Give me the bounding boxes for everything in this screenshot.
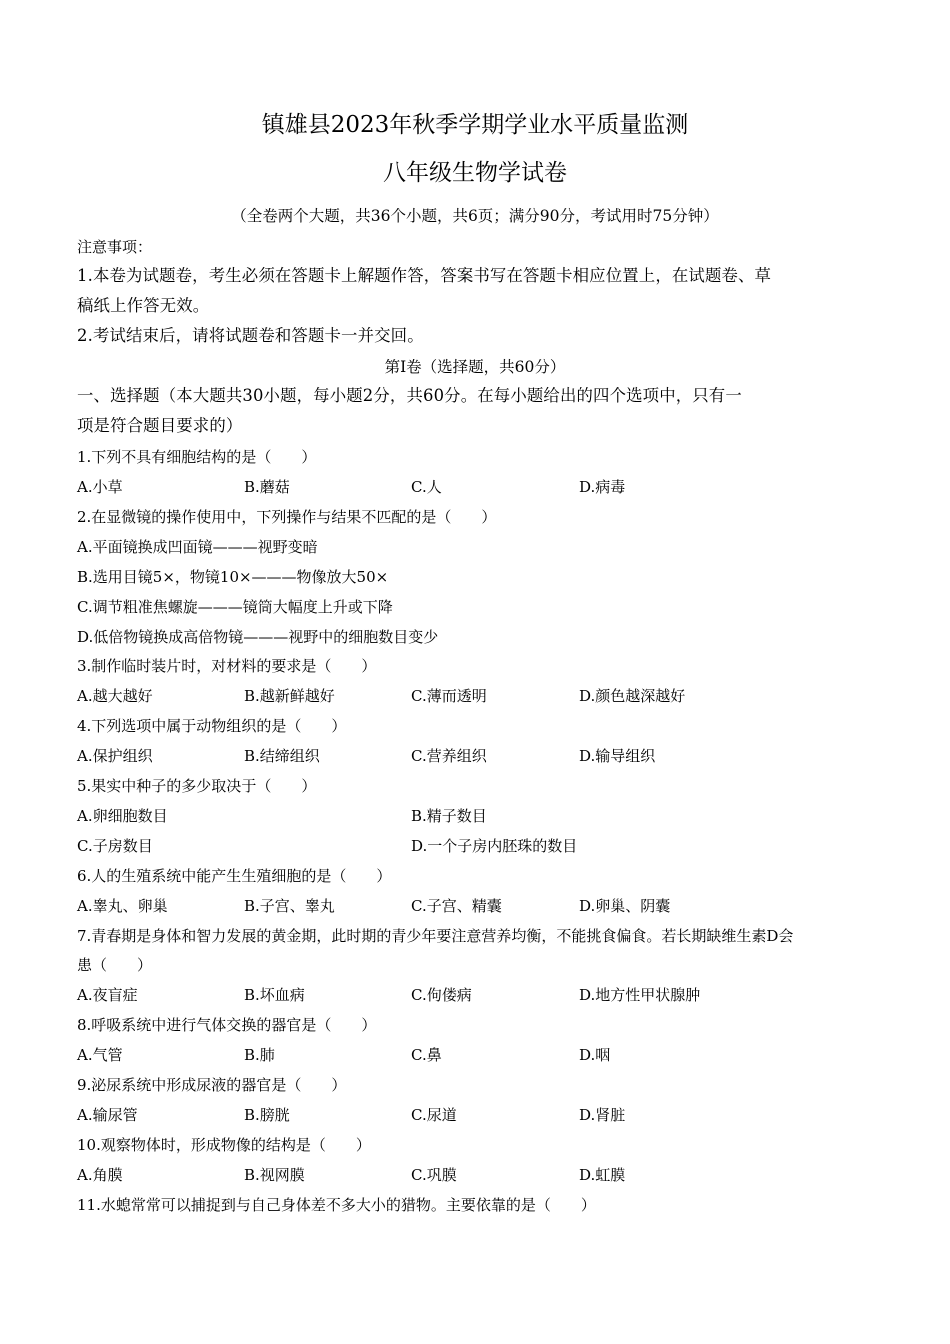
option-c: C.鼻 — [411, 1046, 442, 1064]
option-c: C.尿道 — [411, 1106, 457, 1124]
option-d: D.卵巢、阴囊 — [579, 897, 671, 915]
exam-title: 镇雄县2023年秋季学期学业水平质量监测 — [261, 112, 689, 138]
option-b: B.结缔组织 — [244, 747, 320, 765]
option-d: D.地方性甲状腺肿 — [579, 986, 701, 1004]
option-b: B.肺 — [244, 1046, 275, 1064]
question-stem: 10.观察物体时，形成物像的结构是（ ） — [77, 1136, 371, 1154]
option-a: A.平面镜换成凹面镜———视野变暗 — [77, 538, 318, 556]
question-stem: 4.下列选项中属于动物组织的是（ ） — [77, 717, 347, 735]
option-c: C.子宫、精囊 — [411, 897, 502, 915]
option-c: C.佝偻病 — [411, 986, 472, 1004]
option-b: B.精子数目 — [411, 807, 487, 825]
question-stem: 7.青春期是身体和智力发展的黄金期，此时期的青少年要注意营养均衡，不能挑食偏食。若长期缺维生素D会 — [77, 927, 794, 945]
option-a: A.越大越好 — [77, 687, 153, 705]
section-instruction-cont: 项是符合题目要求的） — [77, 416, 243, 435]
question-stem-cont: 患（ ） — [77, 956, 153, 974]
option-b: B.视网膜 — [244, 1166, 305, 1184]
option-c: C.巩膜 — [411, 1166, 457, 1184]
question-stem: 2.在显微镜的操作使用中，下列操作与结果不匹配的是（ ） — [77, 508, 497, 526]
option-d: D.虹膜 — [579, 1166, 626, 1184]
option-a: A.卵细胞数目 — [77, 807, 168, 825]
exam-info: （全卷两个大题，共36个小题，共6页；满分90分，考试用时75分钟） — [231, 207, 719, 225]
option-c: C.调节粗准焦螺旋———镜筒大幅度上升或下降 — [77, 598, 393, 616]
question-stem: 9.泌尿系统中形成尿液的器官是（ ） — [77, 1076, 347, 1094]
section-title: 第Ⅰ卷（选择题，共60分） — [384, 358, 566, 376]
question-stem: 5.果实中种子的多少取决于（ ） — [77, 777, 317, 795]
question-stem: 3.制作临时装片时，对材料的要求是（ ） — [77, 657, 377, 675]
option-b: B.膀胱 — [244, 1106, 290, 1124]
option-a: A.睾丸、卵巢 — [77, 897, 168, 915]
option-b: B.选用目镜5×，物镜10×———物像放大50× — [77, 568, 389, 586]
option-b: B.越新鲜越好 — [244, 687, 335, 705]
option-d: D.病毒 — [579, 478, 626, 496]
option-b: B.蘑菇 — [244, 478, 290, 496]
option-d: D.输导组织 — [579, 747, 656, 765]
option-a: A.角膜 — [77, 1166, 123, 1184]
option-c: C.薄而透明 — [411, 687, 487, 705]
option-d: D.颜色越深越好 — [579, 687, 686, 705]
option-b: B.子宫、睾丸 — [244, 897, 335, 915]
option-d: D.低倍物镜换成高倍物镜———视野中的细胞数目变少 — [77, 628, 439, 646]
option-a: A.气管 — [77, 1046, 123, 1064]
option-a: A.夜盲症 — [77, 986, 138, 1004]
question-stem: 1.下列不具有细胞结构的是（ ） — [77, 448, 317, 466]
section-instruction: 一、选择题（本大题共30小题，每小题2分，共60分。在每小题给出的四个选项中，只有一 — [77, 386, 742, 405]
notice-item-1-cont: 稿纸上作答无效。 — [77, 296, 210, 315]
option-c: C.子房数目 — [77, 837, 153, 855]
question-stem: 11.水螅常常可以捕捉到与自己身体差不多大小的猎物。主要依靠的是（ ） — [77, 1196, 596, 1214]
option-a: A.保护组织 — [77, 747, 153, 765]
question-stem: 6.人的生殖系统中能产生生殖细胞的是（ ） — [77, 867, 392, 885]
notice-item-1: 1.本卷为试题卷，考生必须在答题卡上解题作答，答案书写在答题卡相应位置上，在试题卷、草 — [77, 266, 772, 285]
option-c: C.人 — [411, 478, 442, 496]
question-stem: 8.呼吸系统中进行气体交换的器官是（ ） — [77, 1016, 377, 1034]
option-d: D.肾脏 — [579, 1106, 626, 1124]
notice-heading: 注意事项： — [77, 238, 153, 256]
option-b: B.坏血病 — [244, 986, 305, 1004]
option-c: C.营养组织 — [411, 747, 487, 765]
exam-subtitle: 八年级生物学试卷 — [383, 160, 567, 186]
option-d: D.一个子房内胚珠的数目 — [411, 837, 578, 855]
option-d: D.咽 — [579, 1046, 611, 1064]
notice-item-2: 2.考试结束后，请将试题卷和答题卡一并交回。 — [77, 326, 424, 345]
option-a: A.输尿管 — [77, 1106, 138, 1124]
option-a: A.小草 — [77, 478, 123, 496]
